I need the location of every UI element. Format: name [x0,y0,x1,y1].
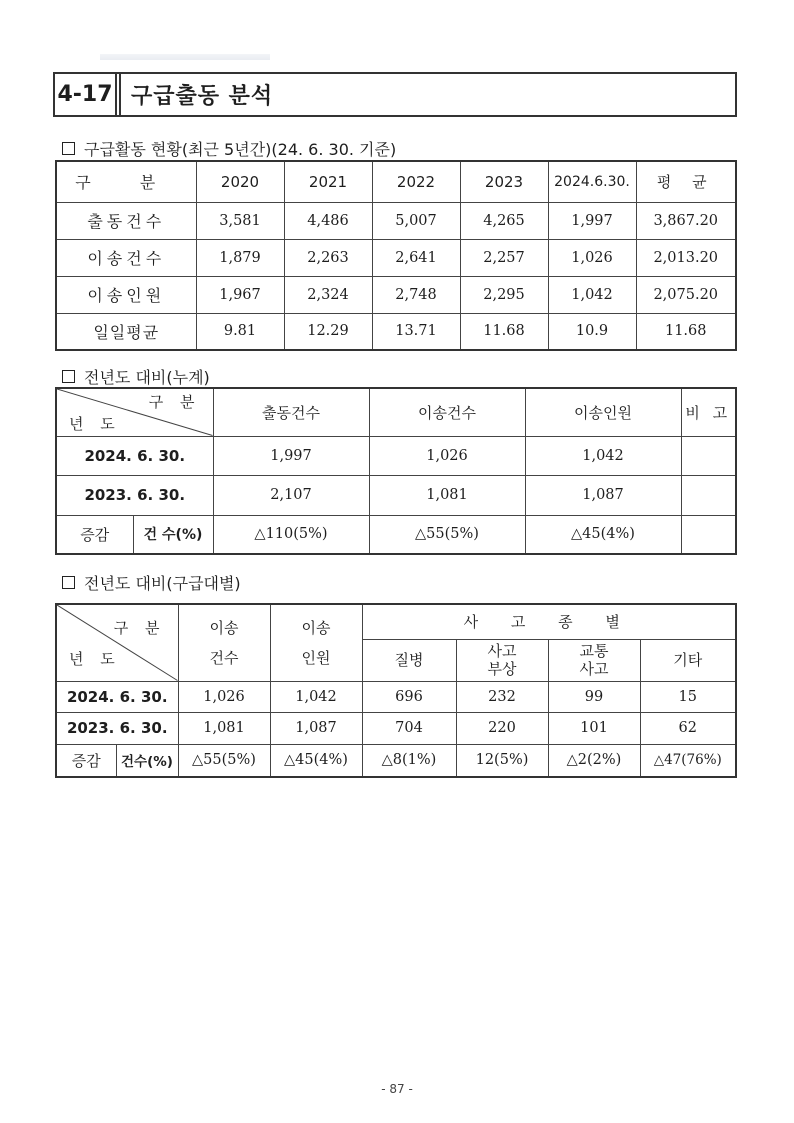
col-header: 2022 [372,161,460,202]
diagonal-bottom-label: 년 도 [69,414,121,433]
col-header-line: 질병 [394,651,424,669]
table-cell: 220 [456,712,548,744]
table-header-row [56,161,736,202]
table-row [56,712,736,744]
heading-ems-activity-text: 구급활동 현황(최근 5년간)(24. 6. 30. 기준) [84,140,397,159]
table-cell: 2,641 [372,239,460,276]
col-header: 평 균 [636,161,736,202]
table-cell: 696 [362,681,456,712]
table-cell: 11.68 [460,313,548,350]
col-header-line: 사고 [579,660,609,678]
col-header-line: 인원 [301,648,331,667]
diff-label: 증감 [56,744,116,777]
diff-unit-label: 건 수(%) [133,515,213,554]
table-row [56,202,736,239]
table-cell: 2,107 [213,475,369,515]
table-cell: 4,486 [284,202,372,239]
table-cell: 12.29 [284,313,372,350]
table-cell: 13.71 [372,313,460,350]
table-cell: 2,748 [372,276,460,313]
diagonal-top-label: 구 분 [148,393,201,411]
table-cell: 1,087 [270,712,362,744]
table-cell: 62 [640,712,736,744]
row-label: 이송인원 [56,276,196,313]
col-header-line: 기타 [673,651,703,669]
table-cell: 1,997 [548,202,636,239]
table-cell: 11.68 [636,313,736,350]
table-row-diff [56,744,736,777]
table-cell: △45(4%) [525,515,681,554]
checkbox-icon [62,142,75,155]
yoy-by-unit-table [55,603,737,778]
table-cell: 2,075.20 [636,276,736,313]
table-row [56,436,736,475]
col-header: 이송인원 [525,388,681,436]
col-header-transport-people [270,604,362,681]
table-header-row [56,388,736,436]
row-label: 출동건수 [56,202,196,239]
table-cell: 232 [456,681,548,712]
section-title-box [53,72,737,117]
table-cell [681,436,736,475]
table-cell: △55(5%) [178,744,270,777]
accident-type-group-header: 사 고 종 별 [362,604,736,639]
table-cell: 2,257 [460,239,548,276]
heading-yoy-cumulative-text: 전년도 대비(누계) [84,368,210,387]
table-cell: 2,295 [460,276,548,313]
col-header-accident-type [640,639,736,681]
col-header-line: 이송 [301,618,331,637]
table-cell: △2(2%) [548,744,640,777]
col-header: 2020 [196,161,284,202]
table-cell: △47(76%) [640,744,736,777]
col-header: 비 고 [681,388,736,436]
checkbox-icon [62,370,75,383]
col-header-accident-type [456,639,548,681]
table-cell: 1,026 [548,239,636,276]
diagonal-header-cell [56,604,178,681]
heading-yoy-cumulative [62,365,210,388]
table-cell: 3,867.20 [636,202,736,239]
table-cell: 12(5%) [456,744,548,777]
table-row [56,313,736,350]
table-row [56,475,736,515]
table-header-row [56,604,736,639]
table-cell: 99 [548,681,640,712]
diff-unit-label: 건수(%) [116,744,178,777]
corner-label: 구 분 [56,161,196,202]
col-header-accident-type [362,639,456,681]
scan-artifact [100,54,270,60]
table-cell: 1,967 [196,276,284,313]
row-label: 2024. 6. 30. [56,436,213,475]
col-header: 2023 [460,161,548,202]
table-cell: 10.9 [548,313,636,350]
table-cell: 1,087 [525,475,681,515]
table-row-diff [56,515,736,554]
col-header-line: 이송 [209,618,239,637]
table-cell: 1,997 [213,436,369,475]
table-cell: 2,263 [284,239,372,276]
row-label: 2023. 6. 30. [56,712,178,744]
table-cell [681,475,736,515]
table-cell: 5,007 [372,202,460,239]
table-cell: 1,026 [178,681,270,712]
heading-ems-activity [62,137,396,160]
table-cell: 101 [548,712,640,744]
heading-yoy-by-unit-text: 전년도 대비(구급대별) [84,574,241,593]
page-number: - 87 - [381,1082,413,1096]
table-cell: 9.81 [196,313,284,350]
table-cell: 704 [362,712,456,744]
row-label: 2024. 6. 30. [56,681,178,712]
col-header: 2024.6.30. [548,161,636,202]
table-cell: 1,042 [548,276,636,313]
table-cell: 1,879 [196,239,284,276]
table-cell: 3,581 [196,202,284,239]
table-cell: 2,013.20 [636,239,736,276]
table-cell: △8(1%) [362,744,456,777]
diagonal-header-cell [56,388,213,436]
diagonal-top-label: 구 분 [113,619,166,637]
table-cell: 1,042 [525,436,681,475]
col-header: 출동건수 [213,388,369,436]
table-cell: △110(5%) [213,515,369,554]
table-cell: 15 [640,681,736,712]
col-header-line: 사고 [487,642,517,660]
diff-label: 증감 [56,515,133,554]
col-header-accident-type [548,639,640,681]
table-cell: 1,026 [369,436,525,475]
ems-activity-table [55,160,737,351]
table-row [56,681,736,712]
table-cell: △55(5%) [369,515,525,554]
table-cell: 4,265 [460,202,548,239]
col-header-transport-count [178,604,270,681]
section-number: 4-17 [55,74,117,115]
row-label: 이송건수 [56,239,196,276]
table-cell: 2,324 [284,276,372,313]
col-header-line: 교통 [579,642,609,660]
section-title: 구급출동 분석 [131,84,274,109]
table-cell [681,515,736,554]
col-header: 이송건수 [369,388,525,436]
table-row [56,239,736,276]
row-label: 2023. 6. 30. [56,475,213,515]
heading-yoy-by-unit [62,571,241,594]
col-header-line: 건수 [209,648,239,667]
table-cell: △45(4%) [270,744,362,777]
col-header: 2021 [284,161,372,202]
yoy-cumulative-table [55,387,737,555]
checkbox-icon [62,576,75,589]
col-header-line: 부상 [487,660,517,678]
diagonal-bottom-label: 년 도 [69,649,121,668]
table-cell: 1,081 [178,712,270,744]
table-row [56,276,736,313]
table-cell: 1,081 [369,475,525,515]
row-label: 일일평균 [56,313,196,350]
table-cell: 1,042 [270,681,362,712]
